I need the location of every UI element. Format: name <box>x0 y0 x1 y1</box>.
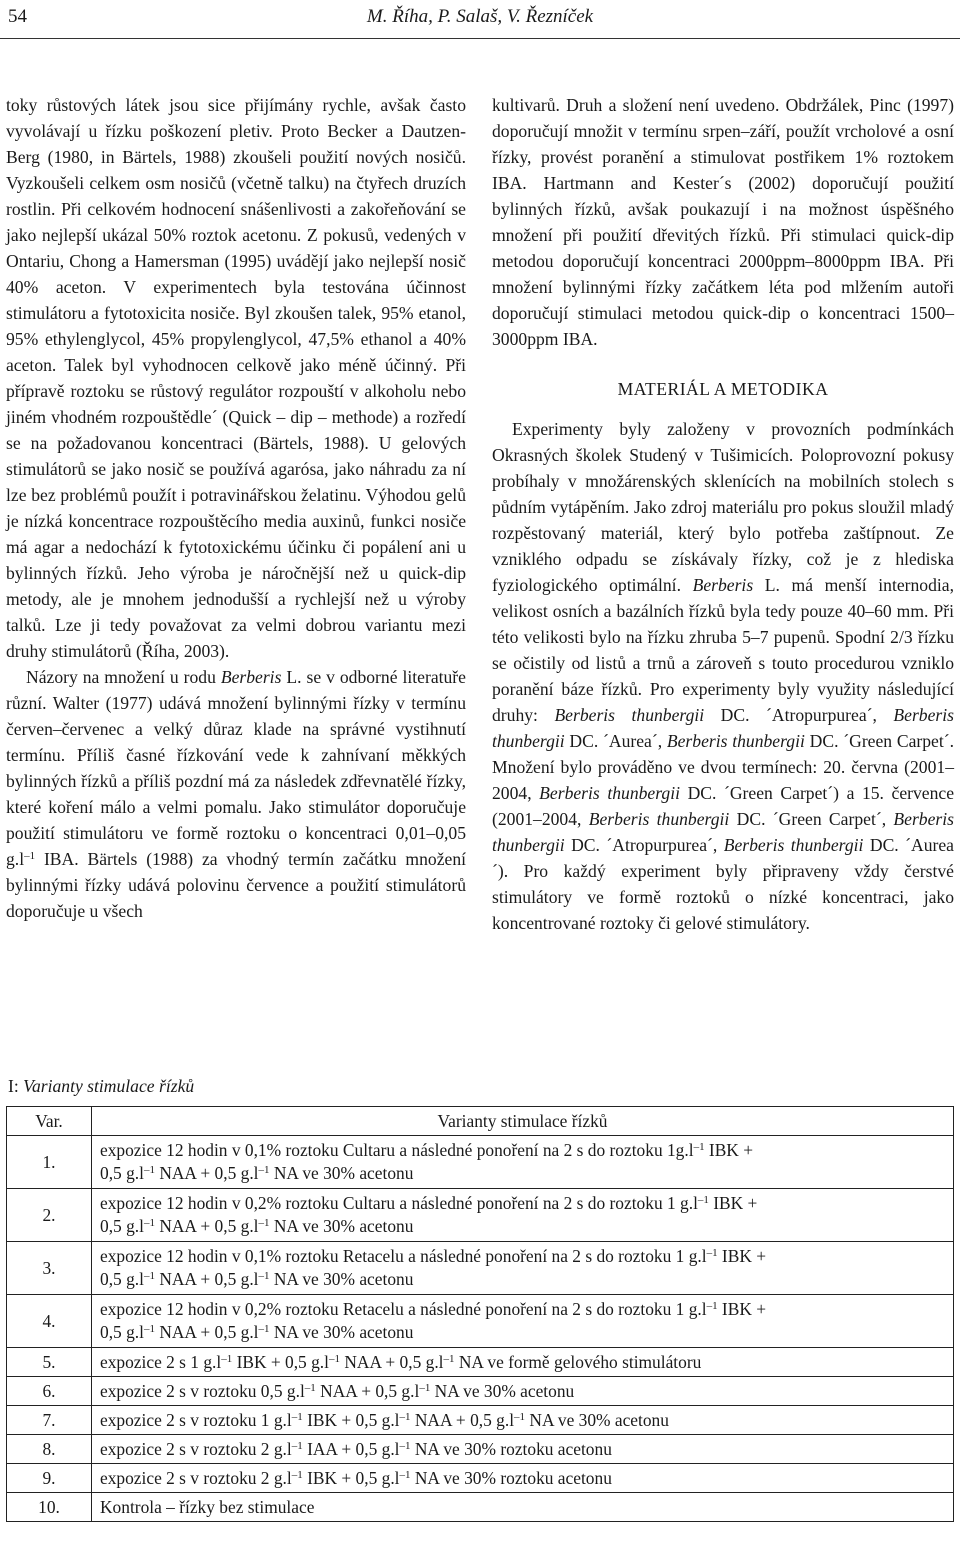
text-run: DC. ´Green Carpet´. Množení bylo prováděno ve dvou termínech: 20. června (2001–2004, <box>492 731 955 803</box>
text-run: NAA + 0,5 g.l <box>154 1163 259 1183</box>
variant-number: 7. <box>7 1406 92 1435</box>
text-run: NAA + 0,5 g.l <box>154 1322 259 1342</box>
text-run: IBK + 0,5 g.l <box>302 1467 400 1488</box>
genus-name: Berberis <box>220 667 282 687</box>
superscript: –1 <box>258 1323 270 1335</box>
table-caption-prefix: I: <box>8 1076 24 1096</box>
superscript: –1 <box>291 1439 303 1452</box>
table-caption-title: Varianty stimulace řízků <box>23 1076 195 1096</box>
text-run: IAA + 0,5 g.l <box>302 1438 400 1459</box>
text-run: expozice 12 hodin v 0,1% roztoku Cultaru a následné ponoření na 2 s do roztoku 1g.l <box>100 1140 694 1160</box>
text-run: NA ve 30% acetonu <box>430 1380 575 1401</box>
superscript: –1 <box>143 1217 155 1229</box>
table-row <box>7 1189 954 1242</box>
table-row <box>7 1242 954 1295</box>
superscript: –1 <box>143 1323 155 1335</box>
variant-number: 3. <box>7 1242 92 1295</box>
col-header-description: Varianty stimulace řízků <box>92 1107 954 1136</box>
superscript: –1 <box>693 1141 705 1153</box>
text-run: NAA + 0,5 g.l <box>154 1269 259 1289</box>
text-run: NA ve 30% roztoku acetonu <box>410 1438 612 1459</box>
variant-number: 6. <box>7 1377 92 1406</box>
table-caption <box>8 1076 194 1097</box>
running-authors: M. Říha, P. Salaš, V. Řezníček <box>366 6 594 27</box>
genus-name: Berberis <box>692 575 754 595</box>
superscript: –1 <box>328 1352 340 1365</box>
left-paragraph-2 <box>6 664 466 924</box>
superscript: –1 <box>706 1247 718 1259</box>
table-row <box>7 1377 954 1406</box>
species-name: Berberis thunbergii <box>539 783 680 803</box>
superscript: –1 <box>706 1300 718 1312</box>
text-run: IBK + <box>717 1299 767 1319</box>
text-run: DC. ´Aurea´, <box>564 731 667 751</box>
variant-description <box>92 1348 954 1377</box>
superscript: –1 <box>443 1352 455 1365</box>
text-run: IBA. Bärtels (1988) za vhodný termín začátku množení bylinnými řízky udává polovinu července a použití stimulátorů doporučuje u všech <box>6 849 466 921</box>
superscript: –1 <box>258 1270 270 1282</box>
table-body <box>7 1136 954 1522</box>
variant-number: 5. <box>7 1348 92 1377</box>
text-run: expozice 2 s v roztoku 2 g.l <box>100 1467 292 1488</box>
text-run: NA ve 30% roztoku acetonu <box>410 1467 612 1488</box>
table-row <box>7 1493 954 1522</box>
variant-number: 10. <box>7 1493 92 1522</box>
description-line-1 <box>100 1139 949 1162</box>
superscript: –1 <box>258 1164 270 1176</box>
text-run: Kontrola – řízky bez stimulace <box>100 1496 315 1517</box>
variant-number: 9. <box>7 1464 92 1493</box>
text-run: expozice 12 hodin v 0,2% roztoku Cultaru a následné ponoření na 2 s do roztoku 1 g.l <box>100 1193 698 1213</box>
text-run: Názory na množení u rodu <box>26 667 221 687</box>
description-line-1 <box>100 1192 949 1215</box>
description-line-2 <box>100 1162 949 1185</box>
description-line-2 <box>100 1268 949 1291</box>
superscript: –1 <box>143 1270 155 1282</box>
text-run: L. má menší internodia, velikost osních a bazálních řízků byla tedy pouze 40–60 mm. Při této velikosti bylo na řízku zhruba 5–7 pupenů. Spodní 2/3 řízku se očistily od listů a trnů a zároveň s touto procedurou vzniklo poranění báze řízků. Pro experimenty byly využity následující druhy: <box>492 575 954 725</box>
text-run: IBK + <box>717 1246 767 1266</box>
table-row <box>7 1295 954 1348</box>
text-run: NAA + 0,5 g.l <box>154 1216 259 1236</box>
text-run: expozice 2 s v roztoku 1 g.l <box>100 1409 292 1430</box>
variant-description <box>92 1377 954 1406</box>
col-header-var: Var. <box>7 1107 92 1136</box>
species-name: Berberis thunbergii <box>666 731 805 751</box>
variant-number: 1. <box>7 1136 92 1189</box>
text-run: IBK + <box>704 1140 754 1160</box>
text-run: expozice 12 hodin v 0,1% roztoku Retacelu a následné ponoření na 2 s do roztoku 1 g.l <box>100 1246 707 1266</box>
variant-number: 2. <box>7 1189 92 1242</box>
superscript: –1 <box>399 1468 411 1481</box>
description-line-2 <box>100 1321 949 1344</box>
text-run: expozice 2 s v roztoku 2 g.l <box>100 1438 292 1459</box>
superscript: –1 <box>258 1217 270 1229</box>
variant-number: 4. <box>7 1295 92 1348</box>
header-rule <box>0 38 960 39</box>
superscript: –1 <box>291 1410 303 1423</box>
description-line-2 <box>100 1215 949 1238</box>
text-run: expozice 12 hodin v 0,2% roztoku Retacelu a následné ponoření na 2 s do roztoku 1 g.l <box>100 1299 707 1319</box>
table-row <box>7 1435 954 1464</box>
text-run: DC. ´Atropurpurea´, <box>704 705 894 725</box>
superscript: –1 <box>221 1352 233 1365</box>
description-line-1 <box>100 1298 949 1321</box>
variant-description <box>92 1435 954 1464</box>
table-row <box>7 1136 954 1189</box>
species-name: Berberis thunbergii <box>588 809 730 829</box>
text-run: IBK + 0,5 g.l <box>232 1351 329 1372</box>
variant-description <box>92 1493 954 1522</box>
text-run: NAA + 0,5 g.l <box>339 1351 444 1372</box>
text-run: DC. ´Aurea´). Pro každý experiment byly připraveny vždy čerstvé stimulátory ve formě roztoků o nízké koncentraci, jako koncentrované roztoky či gelové stimulátory. <box>492 835 954 933</box>
text-run: IBK + 0,5 g.l <box>302 1409 400 1430</box>
text-run: 0,5 g.l <box>100 1216 144 1236</box>
text-run: DC. ´Green Carpet´) a 15. července (2001–2004, <box>492 783 955 829</box>
section-heading: MATERIÁL A METODIKA <box>617 379 829 399</box>
text-run: NAA + 0,5 g.l <box>410 1409 515 1430</box>
superscript: –1 <box>514 1410 526 1423</box>
table-header-row <box>7 1107 954 1136</box>
superscript: –1 <box>24 850 36 862</box>
superscript: –1 <box>304 1381 316 1394</box>
variant-description <box>92 1464 954 1493</box>
variant-description <box>92 1295 954 1348</box>
text-run: NA ve 30% acetonu <box>269 1322 414 1342</box>
superscript: –1 <box>419 1381 431 1394</box>
left-column <box>6 92 466 924</box>
text-run: L. se v odborné literatuře různí. Walter (1977) udává množení bylinnými řízky v termínu červen–červenec a velký důraz klade na správné vystihnutí termínu. Příliš časné řízkování vede k zahnívaní měkkých bylinných řízků a příliš pozdní má za následek zdřevnatělé řízky, které koření málo a velmi pomalu. Jako stimulátor doporučuje použití stimulátoru ve formě roztoku o koncentraci 0,01–0,05 g.l <box>6 667 466 869</box>
text-run: NA ve 30% acetonu <box>269 1269 414 1289</box>
variant-number: 8. <box>7 1435 92 1464</box>
species-name: Berberis thunbergii <box>723 835 864 855</box>
right-paragraph-1: kultivarů. Druh a složení není uvedeno. Obdržálek, Pinc (1997) doporučují množit v termínu srpen–září, použít vrcholové a osní řízky, provést poranění a stimulovat postřikem 1% roztokem IBA. Hartmann and Kester´s (2002) doporučují použití bylinných řízků, avšak poukazují i na možnost úspěšného množení při použití dřevitých řízků. Při stimulaci quick-dip metodou doporučují koncentraci 2000ppm–8000ppm IBA. Při množení bylinnými řízky začátkem léta pod mlžením autoři doporučují stimulaci metodou quick-dip o koncentraci 1500–3000ppm IBA. <box>492 95 954 349</box>
variant-description <box>92 1406 954 1435</box>
variant-description <box>92 1189 954 1242</box>
superscript: –1 <box>399 1439 411 1452</box>
description-line-1 <box>100 1245 949 1268</box>
species-name: Berberis thunbergii <box>554 705 705 725</box>
text-run: NA ve 30% acetonu <box>525 1409 669 1430</box>
text-run: 0,5 g.l <box>100 1269 144 1289</box>
page-number: 54 <box>8 6 27 27</box>
text-run: NAA + 0,5 g.l <box>315 1380 420 1401</box>
table-row <box>7 1406 954 1435</box>
page-header <box>0 0 960 40</box>
text-run: Experimenty byly založeny v provozních podmínkách Okrasných školek Studený v Tušimicích. Poloprovozní pokusy probíhaly v množárenských sklenících na mobilních stolech s půdním vytápěním. Jako zdroj materiálu pro pokus sloužil mladý rozpěstovaný materiál, který bylo potřeba zaštípnout. Ze vzniklého odpadu se získávaly řízky, což je z hlediska fyziologického optimální. <box>492 419 954 595</box>
left-paragraph-1: toky růstových látek jsou sice přijímány rychle, avšak často vyvolávají u řízku poškození pletiv. Proto Becker a Dautzen-Berg (1980, in Bärtels, 1988) zkoušeli použití nových nosičů. Vyzkoušeli celkem osm nosičů (včetně talku) na čtyřech druzích rostlin. Při celkovém hodnocení snášenlivosti a zakořeňování se jako nejlepší ukázal 50% roztok acetonu. Z pokusů, vedených v Ontariu, Chong a Hamersman (1995) uvádějí jako nejlepší nosič 40% aceton. V experimentech byla testována účinnost stimulátoru a fytotoxicita nosiče. Byl zkoušen talek, 95% etanol, 95% ethylenglycol, 45% propylenglycol, 47,5% ethanol a 40% aceton. Talek byl vyhodnocen celkově jako méně účinný. Při přípravě roztoku se růstový regulátor rozpouští v alkoholu nebo jiném vhodném rozpouštědle´ (Quick – dip – methode) a rozředí se na požadovanou koncentraci (Bärtels, 1988). U gelových stimulátorů se jako nosič se používá agarósa, jako náhradu za ní lze bez problémů použít i potravinářskou želatinu. Výhodou gelů je nízká koncentrace rozpouštěcího media auxinů, funkci nosiče má agar a nedochází k fytotoxickému účinku či popálení ani u bylinných řízků. Jeho výroba je náročnější než u quick-dip metody, ale je mnohem jednodušší a rychlejší než u výroby talků. Lze ji tedy považovat za velmi dobrou variantu mezi druhy stimulátorů (Říha, 2003). <box>6 95 466 661</box>
variant-description <box>92 1136 954 1189</box>
variant-description <box>92 1242 954 1295</box>
text-run: NA ve 30% acetonu <box>269 1216 414 1236</box>
superscript: –1 <box>291 1468 303 1481</box>
table-row <box>7 1348 954 1377</box>
species-name: Berberis thunbergii <box>492 705 954 751</box>
superscript: –1 <box>399 1410 411 1423</box>
text-run: expozice 2 s v roztoku 0,5 g.l <box>100 1380 305 1401</box>
text-run: DC. ´Green Carpet´, <box>729 809 894 829</box>
text-run: expozice 2 s 1 g.l <box>100 1351 222 1372</box>
right-paragraph-2 <box>492 416 954 936</box>
superscript: –1 <box>697 1194 709 1206</box>
text-run: NA ve 30% acetonu <box>269 1163 414 1183</box>
text-run: NA ve formě gelového stimulátoru <box>454 1351 702 1372</box>
right-column <box>492 92 954 936</box>
text-run: IBK + <box>708 1193 758 1213</box>
species-name: Berberis thunbergii <box>492 809 954 855</box>
text-run: DC. ´Atropurpurea´, <box>564 835 724 855</box>
variants-table <box>6 1106 954 1522</box>
superscript: –1 <box>143 1164 155 1176</box>
text-run: 0,5 g.l <box>100 1163 144 1183</box>
text-run: 0,5 g.l <box>100 1322 144 1342</box>
table-row <box>7 1464 954 1493</box>
